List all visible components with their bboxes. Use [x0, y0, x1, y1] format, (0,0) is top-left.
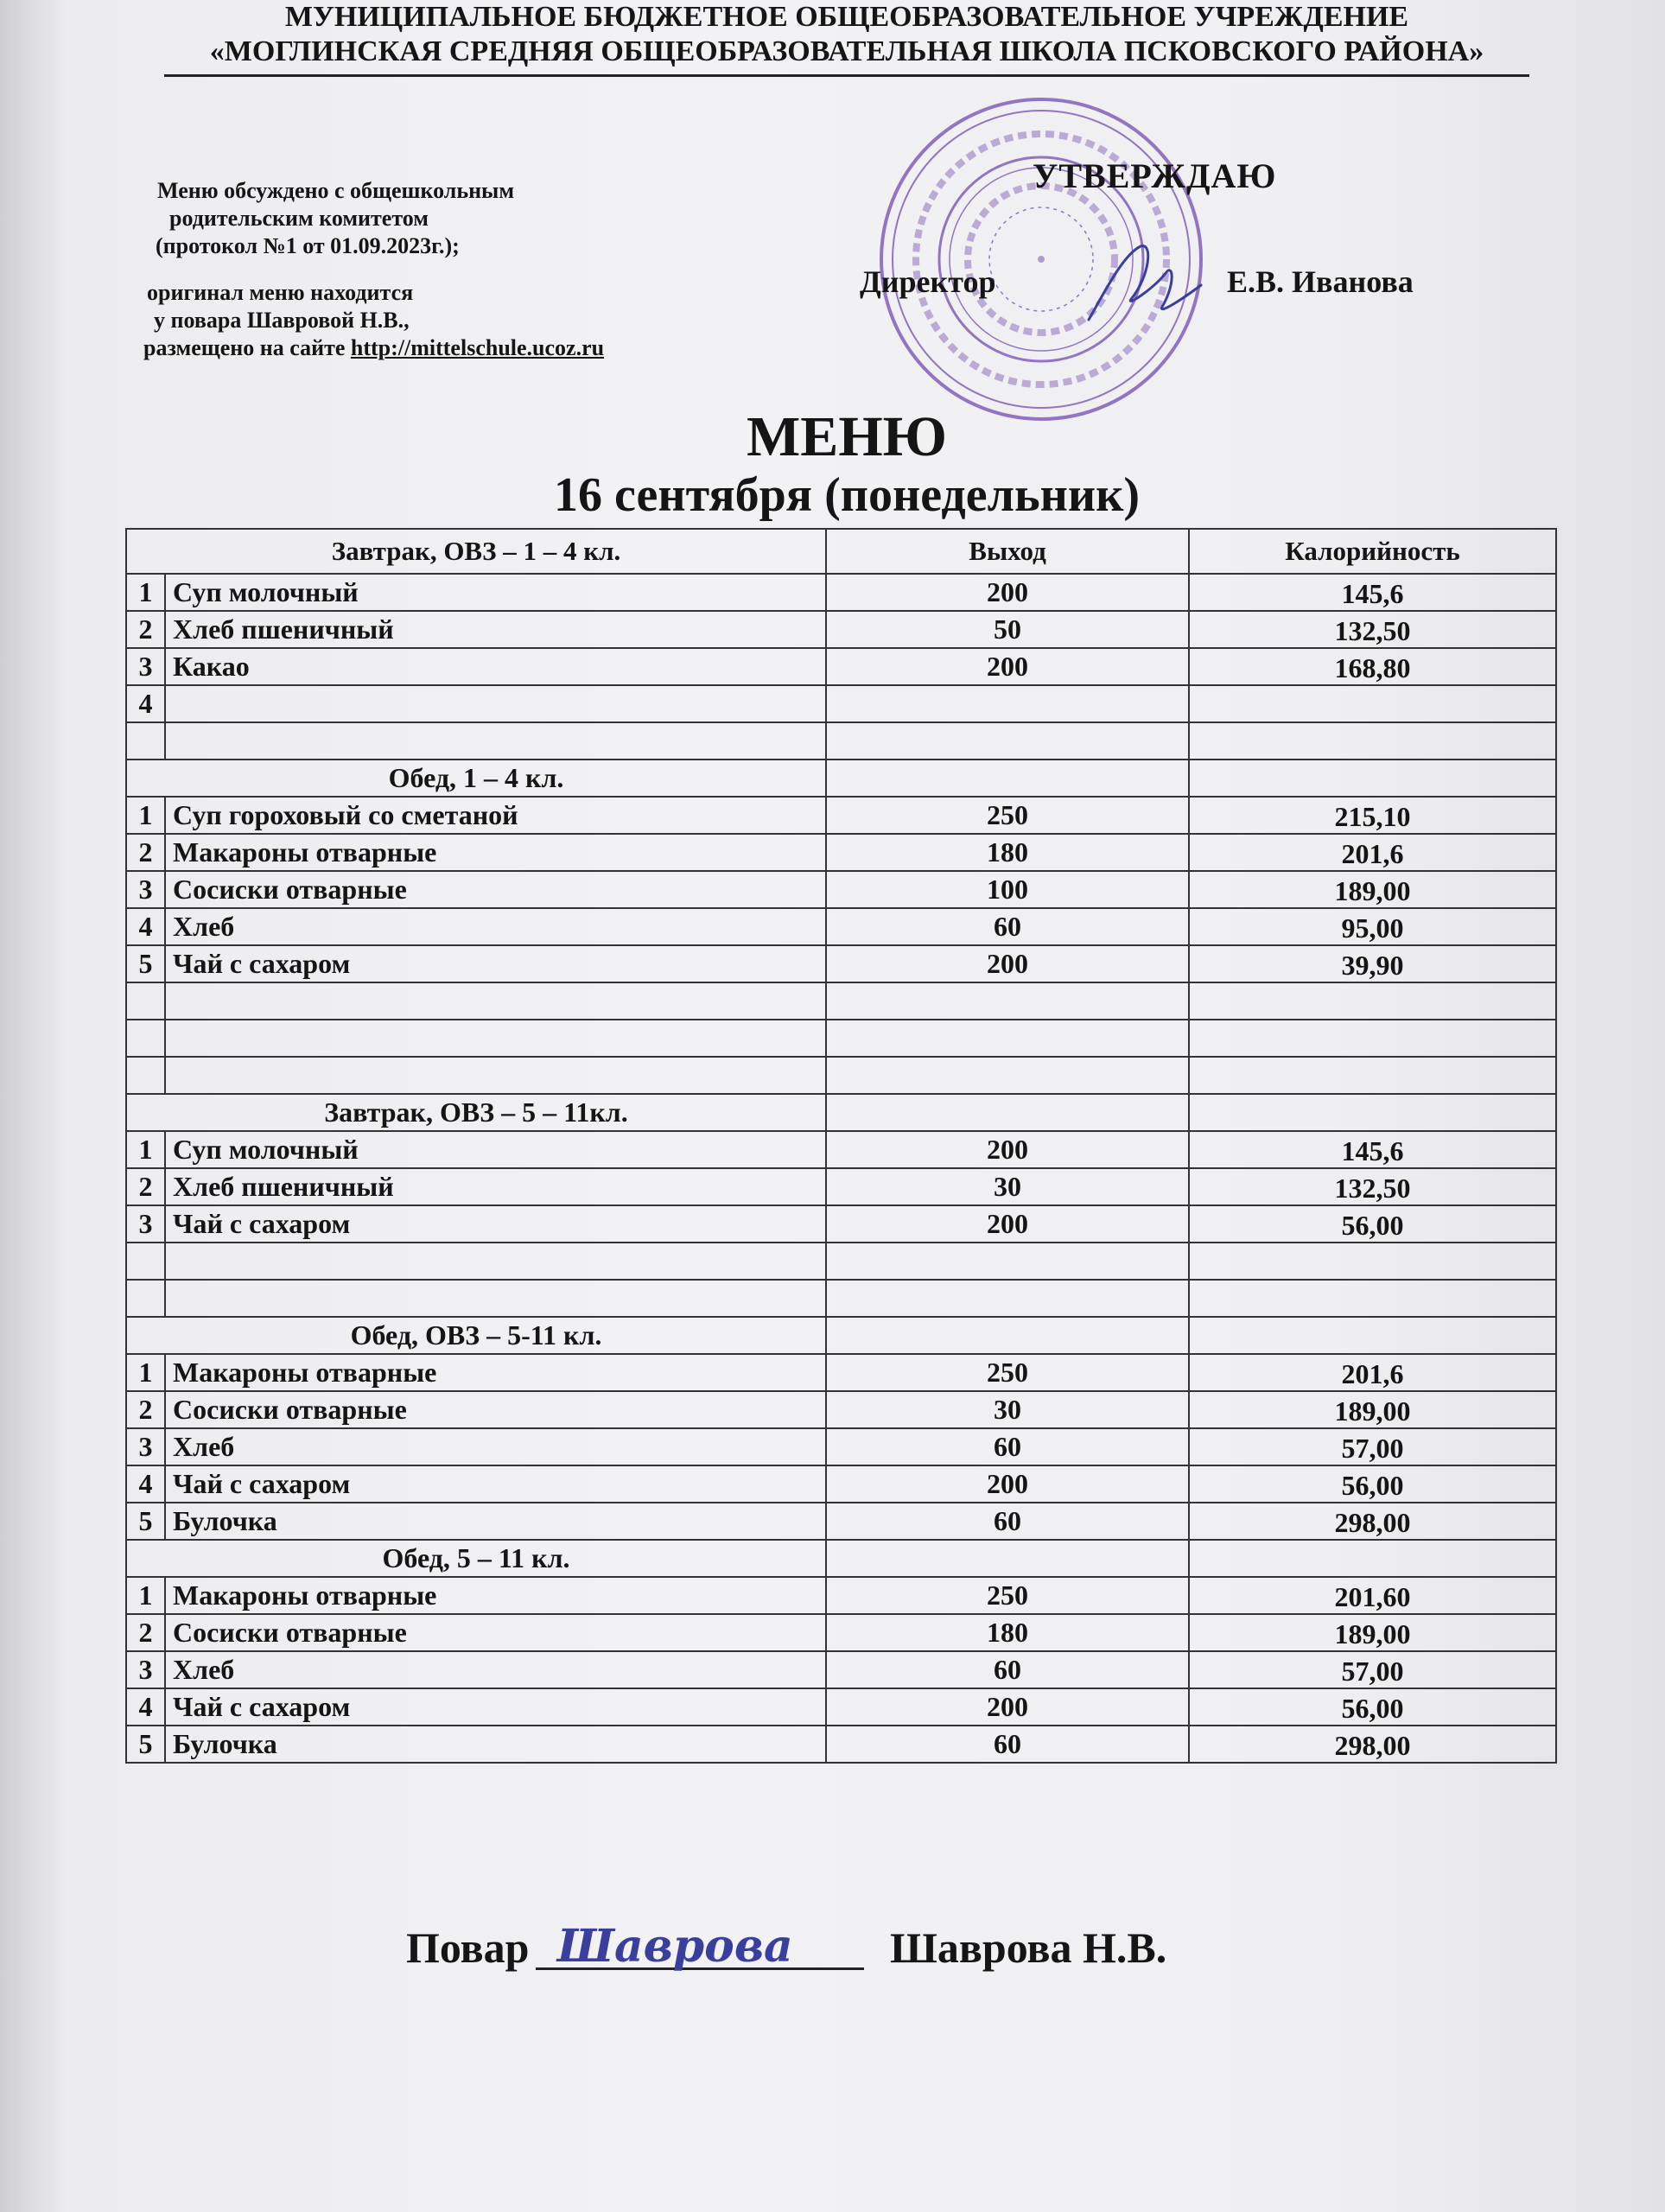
dish-name: Какао	[165, 648, 826, 685]
table-header-row	[126, 529, 1556, 574]
dish-output: 200	[826, 574, 1189, 611]
table-row	[126, 1465, 1556, 1503]
row-number: 2	[126, 611, 165, 648]
table-row	[126, 1391, 1556, 1428]
approve-heading: УТВЕРЖДАЮ	[1033, 156, 1277, 195]
note-line-3: (протокол №1 от 01.09.2023г.);	[156, 233, 460, 258]
table-row	[126, 1168, 1556, 1205]
director-name: Е.В. Иванова	[1227, 264, 1414, 299]
dish-calories: 189,00	[1189, 1391, 1556, 1428]
dish-calories: 168,80	[1189, 648, 1556, 685]
row-number: 1	[126, 797, 165, 834]
row-number: 4	[126, 1465, 165, 1503]
row-number: 3	[126, 648, 165, 685]
dish-name: Хлеб	[165, 908, 826, 945]
column-header-output: Выход	[826, 529, 1189, 574]
dish-calories: 95,00	[1189, 908, 1556, 945]
row-number: 4	[126, 1688, 165, 1726]
row-number: 5	[126, 1726, 165, 1763]
empty-row	[126, 1243, 1556, 1280]
dish-output: 200	[826, 648, 1189, 685]
dish-calories: 298,00	[1189, 1503, 1556, 1540]
row-number: 3	[126, 1651, 165, 1688]
dish-name: Хлеб	[165, 1428, 826, 1465]
empty-row	[126, 982, 1556, 1020]
note-line-6-prefix: размещено на сайте	[143, 335, 351, 360]
dish-output: 30	[826, 1391, 1189, 1428]
row-number: 1	[126, 1577, 165, 1614]
menu-title-block	[337, 406, 1357, 522]
dish-name: Чай с сахаром	[165, 1465, 826, 1503]
cook-signature-icon	[549, 1914, 860, 1979]
section-row	[126, 760, 1556, 797]
row-number: 1	[126, 1131, 165, 1168]
table-row	[126, 648, 1556, 685]
dish-output: 60	[826, 1428, 1189, 1465]
dish-name: Сосиски отварные	[165, 1614, 826, 1651]
dish-name: Чай с сахаром	[165, 1205, 826, 1243]
dish-output: 200	[826, 1688, 1189, 1726]
section-title: Завтрак, ОВЗ – 1 – 4 кл.	[126, 529, 826, 574]
dish-name: Хлеб пшеничный	[165, 611, 826, 648]
dish-calories	[1189, 685, 1556, 722]
row-number: 2	[126, 1168, 165, 1205]
menu-approval-note	[143, 177, 752, 362]
dish-output: 250	[826, 1577, 1189, 1614]
table-row	[126, 1614, 1556, 1651]
section-title: Завтрак, ОВЗ – 5 – 11кл.	[126, 1094, 826, 1131]
row-number: 2	[126, 1391, 165, 1428]
row-number: 3	[126, 1205, 165, 1243]
section-row	[126, 1317, 1556, 1354]
table-row	[126, 574, 1556, 611]
empty-row	[126, 1057, 1556, 1094]
empty-row	[126, 1020, 1556, 1057]
section-title: Обед, 5 – 11 кл.	[126, 1540, 826, 1577]
table-row	[126, 908, 1556, 945]
dish-name: Хлеб	[165, 1651, 826, 1688]
dish-name: Суп молочный	[165, 574, 826, 611]
dish-output: 60	[826, 1503, 1189, 1540]
dish-output: 200	[826, 945, 1189, 982]
row-number: 3	[126, 1428, 165, 1465]
section-row	[126, 1540, 1556, 1577]
dish-name: Сосиски отварные	[165, 1391, 826, 1428]
dish-output: 100	[826, 871, 1189, 908]
note-line-4: оригинал меню находится	[147, 280, 414, 305]
school-website-link[interactable]: http://mittelschule.ucoz.ru	[350, 335, 605, 360]
dish-output: 250	[826, 1354, 1189, 1391]
dish-name: Сосиски отварные	[165, 871, 826, 908]
dish-calories: 189,00	[1189, 1614, 1556, 1651]
dish-output: 50	[826, 611, 1189, 648]
dish-calories: 298,00	[1189, 1726, 1556, 1763]
note-line-5: у повара Шавровой Н.В.,	[154, 308, 410, 333]
dish-calories: 132,50	[1189, 1168, 1556, 1205]
dish-name: Макароны отварные	[165, 834, 826, 871]
dish-calories: 56,00	[1189, 1465, 1556, 1503]
row-number: 4	[126, 908, 165, 945]
table-row	[126, 797, 1556, 834]
row-number: 1	[126, 1354, 165, 1391]
dish-output: 60	[826, 1726, 1189, 1763]
dish-name: Макароны отварные	[165, 1354, 826, 1391]
dish-calories: 201,6	[1189, 834, 1556, 871]
row-number: 5	[126, 1503, 165, 1540]
dish-output: 60	[826, 1651, 1189, 1688]
dish-calories: 56,00	[1189, 1688, 1556, 1726]
dish-calories: 132,50	[1189, 611, 1556, 648]
table-row	[126, 1503, 1556, 1540]
cook-signature-text: Шаврова	[557, 1920, 793, 1973]
dish-name: Чай с сахаром	[165, 945, 826, 982]
dish-output: 250	[826, 797, 1189, 834]
table-row	[126, 1651, 1556, 1688]
dish-calories: 189,00	[1189, 871, 1556, 908]
note-line-1: Меню обсуждено с общешкольным	[157, 178, 515, 203]
table-row	[126, 834, 1556, 871]
row-number: 3	[126, 871, 165, 908]
table-row	[126, 871, 1556, 908]
section-title: Обед, ОВЗ – 5-11 кл.	[126, 1317, 826, 1354]
table-row	[126, 1428, 1556, 1465]
dish-output	[826, 685, 1189, 722]
row-number: 4	[126, 685, 165, 722]
menu-date: 16 сентября (понедельник)	[553, 468, 1141, 522]
empty-row	[126, 1280, 1556, 1317]
table-row	[126, 1205, 1556, 1243]
dish-calories: 57,00	[1189, 1428, 1556, 1465]
dish-output: 200	[826, 1465, 1189, 1503]
row-number: 5	[126, 945, 165, 982]
organization-line-1: МУНИЦИПАЛЬНОЕ БЮДЖЕТНОЕ ОБЩЕОБРАЗОВАТЕЛЬНОЕ УЧРЕЖДЕНИЕ	[284, 1, 1409, 33]
menu-title: МЕНЮ	[747, 405, 947, 468]
row-number: 2	[126, 834, 165, 871]
dish-calories: 215,10	[1189, 797, 1556, 834]
table-row	[126, 1131, 1556, 1168]
organization-line-2: «МОГЛИНСКАЯ СРЕДНЯЯ ОБЩЕОБРАЗОВАТЕЛЬНАЯ ШКОЛА ПСКОВСКОГО РАЙОНА»	[209, 35, 1484, 67]
director-role: Директор	[860, 264, 996, 299]
dish-output: 180	[826, 834, 1189, 871]
dish-name	[165, 685, 826, 722]
cook-name: Шаврова Н.В.	[890, 1923, 1167, 1972]
menu-table	[125, 528, 1557, 1764]
table-row	[126, 945, 1556, 982]
dish-name: Макароны отварные	[165, 1577, 826, 1614]
column-header-calories: Калорийность	[1189, 529, 1556, 574]
director-signature-icon	[1071, 238, 1210, 333]
dish-calories: 201,6	[1189, 1354, 1556, 1391]
empty-row	[126, 722, 1556, 760]
cook-signature-row	[406, 1914, 1270, 1983]
dish-output: 180	[826, 1614, 1189, 1651]
dish-name: Суп гороховый со сметаной	[165, 797, 826, 834]
dish-calories: 57,00	[1189, 1651, 1556, 1688]
section-row	[126, 1094, 1556, 1131]
dish-name: Чай с сахаром	[165, 1688, 826, 1726]
table-row	[126, 685, 1556, 722]
dish-calories: 39,90	[1189, 945, 1556, 982]
dish-calories: 145,6	[1189, 1131, 1556, 1168]
table-row	[126, 1354, 1556, 1391]
row-number: 1	[126, 574, 165, 611]
dish-name: Хлеб пшеничный	[165, 1168, 826, 1205]
table-row	[126, 1726, 1556, 1763]
dish-output: 30	[826, 1168, 1189, 1205]
dish-name: Булочка	[165, 1503, 826, 1540]
table-row	[126, 611, 1556, 648]
dish-calories: 201,60	[1189, 1577, 1556, 1614]
note-line-2: родительским комитетом	[169, 206, 429, 231]
dish-output: 200	[826, 1131, 1189, 1168]
dish-calories: 56,00	[1189, 1205, 1556, 1243]
cook-role: Повар	[406, 1923, 530, 1972]
organization-header	[164, 0, 1529, 77]
section-title: Обед, 1 – 4 кл.	[126, 760, 826, 797]
dish-name: Суп молочный	[165, 1131, 826, 1168]
table-row	[126, 1577, 1556, 1614]
dish-name: Булочка	[165, 1726, 826, 1763]
table-row	[126, 1688, 1556, 1726]
dish-output: 60	[826, 908, 1189, 945]
row-number: 2	[126, 1614, 165, 1651]
dish-output: 200	[826, 1205, 1189, 1243]
dish-calories: 145,6	[1189, 574, 1556, 611]
